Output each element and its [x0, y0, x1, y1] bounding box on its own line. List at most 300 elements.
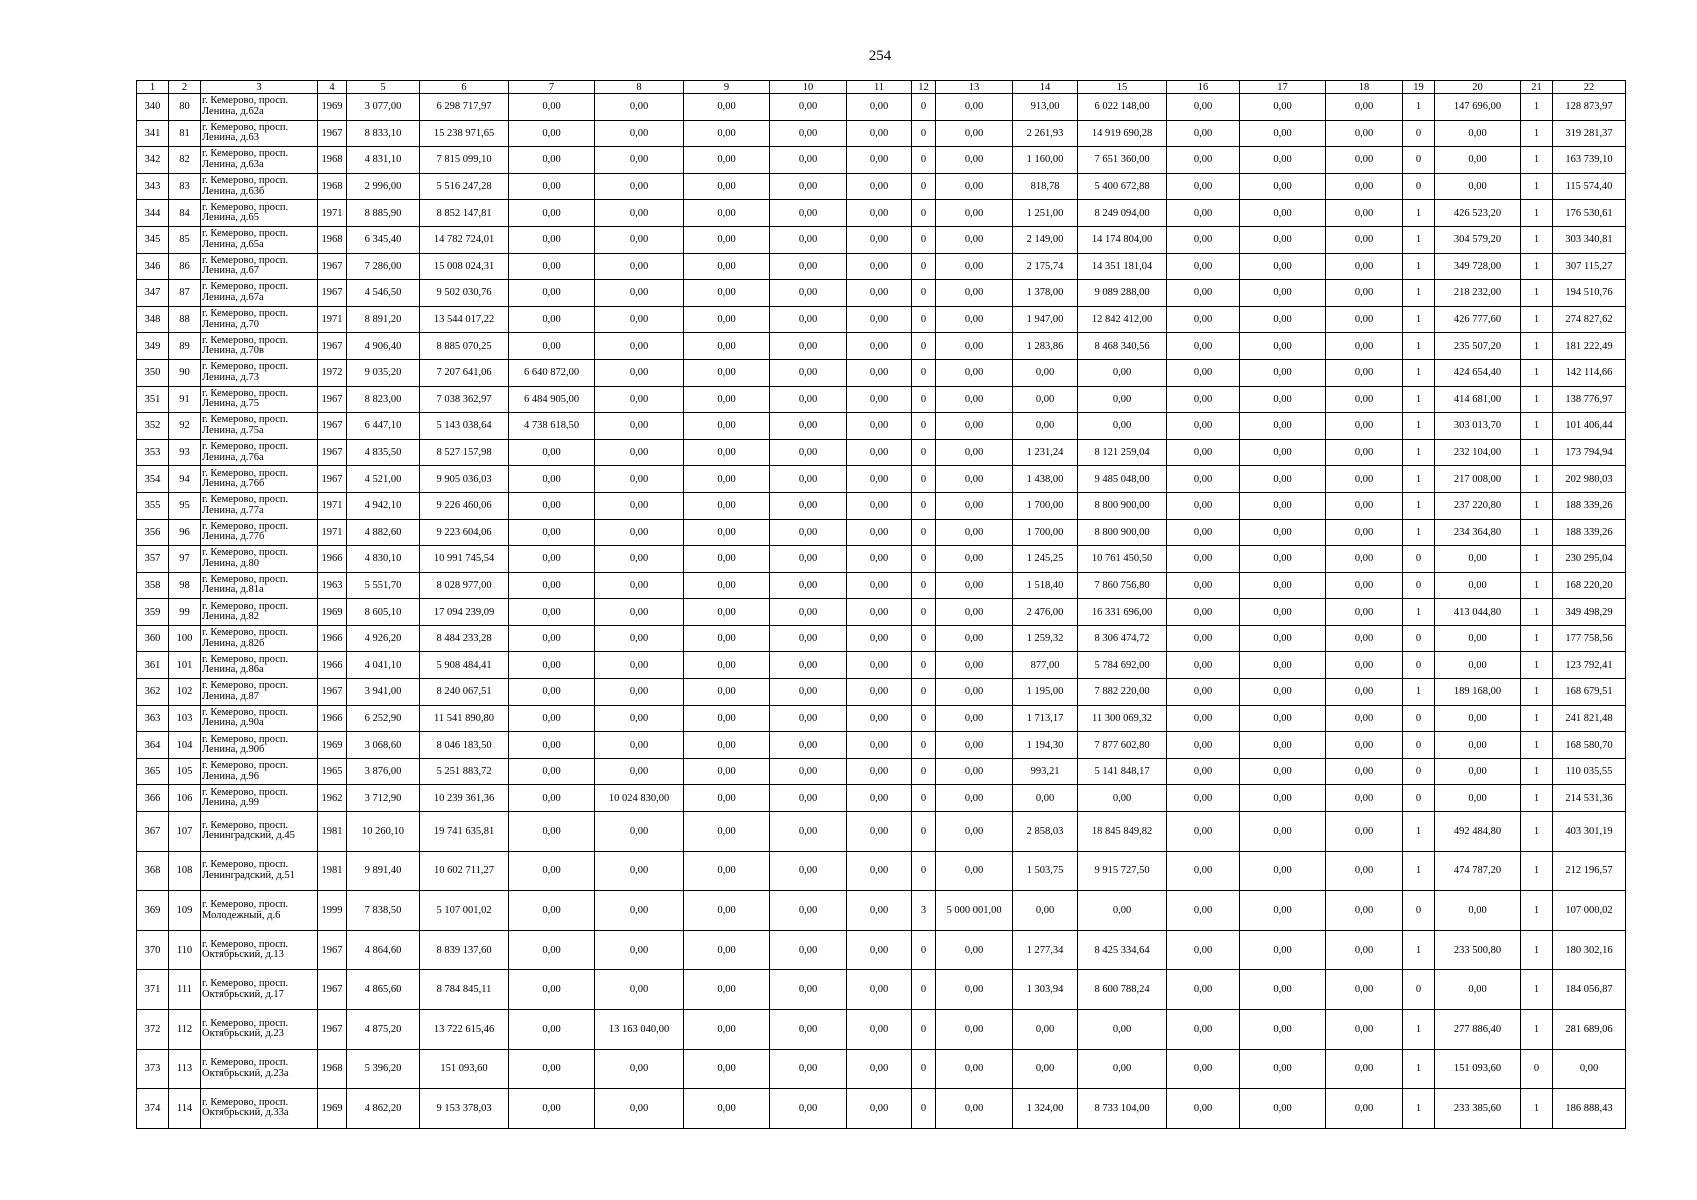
table-cell: 0,00: [1167, 930, 1240, 970]
column-header: 4: [318, 81, 347, 94]
table-cell: 0,00: [936, 200, 1013, 227]
table-cell: 1: [1403, 599, 1435, 626]
table-cell: 0: [912, 546, 936, 573]
table-cell: 0: [912, 306, 936, 333]
table-cell: 4 041,10: [347, 652, 420, 679]
table-cell: 1: [1521, 413, 1553, 440]
table-cell: 373: [137, 1049, 169, 1089]
table-cell: 138 776,97: [1553, 386, 1626, 413]
table-cell: 0,00: [1240, 120, 1326, 147]
table-cell: 0,00: [847, 1089, 912, 1129]
table-cell: 0,00: [509, 120, 595, 147]
column-header: 21: [1521, 81, 1553, 94]
table-cell: 7 838,50: [347, 891, 420, 931]
table-cell: 0,00: [847, 572, 912, 599]
table-cell: 0,00: [1013, 413, 1078, 440]
table-row: [137, 546, 1626, 573]
table-cell: 13 163 040,00: [595, 1010, 684, 1050]
table-cell: 0,00: [1326, 785, 1403, 812]
table-row: [137, 519, 1626, 546]
table-cell: 0,00: [1167, 359, 1240, 386]
table-cell: 0,00: [1326, 306, 1403, 333]
table-cell: 0,00: [684, 359, 770, 386]
table-cell: 0,00: [1326, 625, 1403, 652]
address-cell: г. Кемерово, просп. Ленина, д.65а: [201, 226, 318, 253]
table-cell: 1967: [318, 439, 347, 466]
table-cell: 0,00: [936, 173, 1013, 200]
table-cell: 0,00: [847, 226, 912, 253]
column-header: 17: [1240, 81, 1326, 94]
table-cell: 0: [1403, 572, 1435, 599]
table-cell: 0,00: [847, 253, 912, 280]
table-cell: 101 406,44: [1553, 413, 1626, 440]
table-cell: 1 195,00: [1013, 679, 1078, 706]
table-cell: 8 784 845,11: [420, 970, 509, 1010]
table-cell: 1: [1403, 519, 1435, 546]
table-cell: 1969: [318, 732, 347, 759]
table-cell: 0,00: [1326, 439, 1403, 466]
address-cell: г. Кемерово, просп. Ленина, д.86а: [201, 652, 318, 679]
table-cell: 0,00: [509, 652, 595, 679]
table-cell: 1 283,86: [1013, 333, 1078, 360]
table-cell: 0,00: [847, 359, 912, 386]
table-cell: 0,00: [595, 492, 684, 519]
address-cell: г. Кемерово, просп. Ленина, д.76а: [201, 439, 318, 466]
table-cell: 0,00: [847, 386, 912, 413]
table-cell: 0,00: [1167, 413, 1240, 440]
table-cell: 0,00: [770, 851, 847, 891]
table-cell: 0: [1403, 970, 1435, 1010]
table-cell: 4 865,60: [347, 970, 420, 1010]
table-cell: 0,00: [1435, 546, 1521, 573]
table-cell: 230 295,04: [1553, 546, 1626, 573]
header-row: [137, 81, 1626, 94]
table-cell: 0,00: [684, 280, 770, 307]
table-cell: 0,00: [1240, 851, 1326, 891]
address-cell: г. Кемерово, просп. Ленина, д.96: [201, 758, 318, 785]
column-header: 14: [1013, 81, 1078, 94]
table-row: [137, 1049, 1626, 1089]
table-cell: 2 175,74: [1013, 253, 1078, 280]
table-cell: 340: [137, 94, 169, 121]
table-cell: 0: [912, 785, 936, 812]
table-cell: 354: [137, 466, 169, 493]
table-cell: 0: [912, 1089, 936, 1129]
table-cell: 0,00: [509, 812, 595, 852]
table-cell: 3 077,00: [347, 94, 420, 121]
table-cell: 0,00: [509, 492, 595, 519]
table-cell: 83: [169, 173, 201, 200]
address-cell: г. Кемерово, просп. Октябрьский, д.23а: [201, 1049, 318, 1089]
table-cell: 0,00: [684, 466, 770, 493]
table-cell: 0: [912, 705, 936, 732]
table-cell: 0: [1403, 625, 1435, 652]
table-cell: 359: [137, 599, 169, 626]
table-cell: 0,00: [1013, 386, 1078, 413]
table-cell: 344: [137, 200, 169, 227]
table-cell: 0,00: [509, 970, 595, 1010]
table-cell: 0,00: [1435, 120, 1521, 147]
table-cell: 0,00: [936, 546, 1013, 573]
address-cell: г. Кемерово, просп. Ленина, д.76б: [201, 466, 318, 493]
table-cell: 0,00: [684, 970, 770, 1010]
table-cell: 232 104,00: [1435, 439, 1521, 466]
table-row: [137, 599, 1626, 626]
table-cell: 0,00: [1240, 306, 1326, 333]
table-cell: 0,00: [1240, 732, 1326, 759]
table-body: [137, 94, 1626, 1129]
table-cell: 0,00: [1167, 970, 1240, 1010]
table-row: [137, 732, 1626, 759]
table-cell: 0,00: [847, 120, 912, 147]
table-cell: 1: [1521, 625, 1553, 652]
table-cell: 0,00: [936, 679, 1013, 706]
table-cell: 87: [169, 280, 201, 307]
table-cell: 0,00: [770, 359, 847, 386]
column-header: 10: [770, 81, 847, 94]
table-cell: 1: [1521, 200, 1553, 227]
table-cell: 0,00: [770, 466, 847, 493]
table-cell: 0,00: [509, 306, 595, 333]
table-cell: 0,00: [1167, 333, 1240, 360]
table-cell: 11 300 069,32: [1078, 705, 1167, 732]
table-cell: 6 484 905,00: [509, 386, 595, 413]
table-cell: 303 013,70: [1435, 413, 1521, 440]
table-cell: 0,00: [936, 253, 1013, 280]
table-cell: 5 141 848,17: [1078, 758, 1167, 785]
table-cell: 0,00: [1013, 891, 1078, 931]
table-row: [137, 705, 1626, 732]
table-cell: 1967: [318, 970, 347, 1010]
table-row: [137, 94, 1626, 121]
table-cell: 189 168,00: [1435, 679, 1521, 706]
table-cell: 6 298 717,97: [420, 94, 509, 121]
table-row: [137, 492, 1626, 519]
table-cell: 151 093,60: [1435, 1049, 1521, 1089]
table-cell: 1972: [318, 359, 347, 386]
table-row: [137, 758, 1626, 785]
table-cell: 0,00: [595, 652, 684, 679]
table-cell: 0,00: [1326, 732, 1403, 759]
table-cell: 1: [1403, 439, 1435, 466]
address-cell: г. Кемерово, просп. Ленина, д.67а: [201, 280, 318, 307]
table-cell: 0,00: [936, 732, 1013, 759]
table-cell: 993,21: [1013, 758, 1078, 785]
table-cell: 214 531,36: [1553, 785, 1626, 812]
table-cell: 0,00: [509, 785, 595, 812]
table-cell: 5 396,20: [347, 1049, 420, 1089]
table-cell: 8 046 183,50: [420, 732, 509, 759]
table-cell: 1 231,24: [1013, 439, 1078, 466]
table-row: [137, 439, 1626, 466]
table-cell: 0,00: [847, 94, 912, 121]
table-cell: 0,00: [1326, 679, 1403, 706]
table-cell: 0,00: [770, 679, 847, 706]
table-cell: 1: [1403, 851, 1435, 891]
table-cell: 88: [169, 306, 201, 333]
table-cell: 0,00: [595, 599, 684, 626]
table-cell: 8 605,10: [347, 599, 420, 626]
table-cell: 1 251,00: [1013, 200, 1078, 227]
table-cell: 0,00: [770, 970, 847, 1010]
table-cell: 168 580,70: [1553, 732, 1626, 759]
table-cell: 0: [1403, 758, 1435, 785]
table-cell: 341: [137, 120, 169, 147]
table-cell: 0,00: [684, 812, 770, 852]
table-cell: 0,00: [684, 200, 770, 227]
table-cell: 0,00: [684, 173, 770, 200]
table-cell: 1: [1521, 173, 1553, 200]
table-cell: 0,00: [1240, 519, 1326, 546]
table-cell: 364: [137, 732, 169, 759]
table-cell: 0,00: [770, 758, 847, 785]
table-cell: 8 249 094,00: [1078, 200, 1167, 227]
table-cell: 0,00: [847, 306, 912, 333]
table-cell: 0: [912, 439, 936, 466]
table-cell: 0,00: [936, 625, 1013, 652]
address-cell: г. Кемерово, просп. Октябрьский, д.23: [201, 1010, 318, 1050]
table-cell: 0,00: [770, 333, 847, 360]
table-cell: 1971: [318, 306, 347, 333]
table-cell: 0,00: [1326, 652, 1403, 679]
address-cell: г. Кемерово, просп. Ленина, д.77а: [201, 492, 318, 519]
table-cell: 0,00: [936, 1049, 1013, 1089]
table-cell: 361: [137, 652, 169, 679]
table-cell: 1 378,00: [1013, 280, 1078, 307]
table-cell: 0,00: [1240, 930, 1326, 970]
table-cell: 0,00: [509, 930, 595, 970]
table-cell: 0,00: [1326, 492, 1403, 519]
table-cell: 0,00: [684, 120, 770, 147]
table-cell: 0,00: [1240, 705, 1326, 732]
table-cell: 403 301,19: [1553, 812, 1626, 852]
column-header: 6: [420, 81, 509, 94]
table-cell: 426 777,60: [1435, 306, 1521, 333]
table-cell: 8 885 070,25: [420, 333, 509, 360]
table-cell: 0,00: [509, 519, 595, 546]
table-cell: 0,00: [595, 413, 684, 440]
table-cell: 0,00: [1240, 466, 1326, 493]
table-cell: 0,00: [1240, 1010, 1326, 1050]
table-cell: 0,00: [1078, 1010, 1167, 1050]
table-cell: 0,00: [595, 359, 684, 386]
table-cell: 0,00: [1240, 599, 1326, 626]
table-cell: 374: [137, 1089, 169, 1129]
address-cell: г. Кемерово, просп. Ленина, д.63а: [201, 147, 318, 174]
table-cell: 9 035,20: [347, 359, 420, 386]
table-cell: 0,00: [1435, 970, 1521, 1010]
table-cell: 0,00: [1240, 253, 1326, 280]
table-cell: 0,00: [684, 519, 770, 546]
table-cell: 1: [1403, 280, 1435, 307]
table-cell: 0,00: [1435, 652, 1521, 679]
table-cell: 177 758,56: [1553, 625, 1626, 652]
column-header: 3: [201, 81, 318, 94]
table-cell: 0,00: [1240, 386, 1326, 413]
table-cell: 181 222,49: [1553, 333, 1626, 360]
table-cell: 0,00: [936, 306, 1013, 333]
table-cell: 9 226 460,06: [420, 492, 509, 519]
table-cell: 274 827,62: [1553, 306, 1626, 333]
table-cell: 0,00: [509, 758, 595, 785]
table-cell: 0,00: [770, 732, 847, 759]
table-cell: 5 107 001,02: [420, 891, 509, 931]
table-cell: 1: [1403, 306, 1435, 333]
table-cell: 94: [169, 466, 201, 493]
table-cell: 0,00: [936, 572, 1013, 599]
table-cell: 0,00: [770, 572, 847, 599]
table-cell: 10 991 745,54: [420, 546, 509, 573]
table-cell: 110 035,55: [1553, 758, 1626, 785]
table-cell: 0,00: [936, 120, 1013, 147]
table-cell: 0: [912, 625, 936, 652]
table-cell: 202 980,03: [1553, 466, 1626, 493]
table-cell: 80: [169, 94, 201, 121]
table-cell: 1: [1521, 94, 1553, 121]
table-cell: 360: [137, 625, 169, 652]
table-cell: 1967: [318, 679, 347, 706]
table-cell: 1981: [318, 812, 347, 852]
table-cell: 371: [137, 970, 169, 1010]
table-cell: 369: [137, 891, 169, 931]
address-cell: г. Кемерово, просп. Ленина, д.73: [201, 359, 318, 386]
table-cell: 1: [1403, 812, 1435, 852]
table-cell: 0,00: [936, 466, 1013, 493]
table-cell: 0,00: [1240, 812, 1326, 852]
table-cell: 9 891,40: [347, 851, 420, 891]
table-cell: 0,00: [595, 572, 684, 599]
table-cell: 362: [137, 679, 169, 706]
table-cell: 0: [1403, 785, 1435, 812]
table-cell: 7 207 641,06: [420, 359, 509, 386]
table-cell: 111: [169, 970, 201, 1010]
table-cell: 365: [137, 758, 169, 785]
table-cell: 1999: [318, 891, 347, 931]
table-cell: 1968: [318, 173, 347, 200]
table-cell: 0,00: [1435, 705, 1521, 732]
address-cell: г. Кемерово, просп. Ленина, д.82: [201, 599, 318, 626]
table-cell: 0,00: [1013, 1049, 1078, 1089]
table-row: [137, 280, 1626, 307]
table-cell: 0,00: [1240, 439, 1326, 466]
table-cell: 0,00: [1078, 359, 1167, 386]
address-cell: г. Кемерово, просп. Ленина, д.63б: [201, 173, 318, 200]
table-cell: 0,00: [936, 386, 1013, 413]
table-cell: 5 143 038,64: [420, 413, 509, 440]
table-cell: 89: [169, 333, 201, 360]
table-cell: 0,00: [847, 333, 912, 360]
column-header: 1: [137, 81, 169, 94]
table-cell: 0,00: [595, 812, 684, 852]
address-cell: г. Кемерово, просп. Ленина, д.75: [201, 386, 318, 413]
table-cell: 0,00: [936, 359, 1013, 386]
table-cell: 0,00: [1167, 492, 1240, 519]
table-cell: 0: [912, 492, 936, 519]
table-cell: 0,00: [1326, 599, 1403, 626]
table-cell: 0,00: [1326, 386, 1403, 413]
table-cell: 8 121 259,04: [1078, 439, 1167, 466]
table-cell: 0,00: [847, 492, 912, 519]
table-cell: 818,78: [1013, 173, 1078, 200]
table-cell: 492 484,80: [1435, 812, 1521, 852]
table-cell: 0,00: [1167, 851, 1240, 891]
table-cell: 0,00: [1435, 785, 1521, 812]
table-row: [137, 1010, 1626, 1050]
table-cell: 0,00: [770, 306, 847, 333]
table-cell: 0,00: [1167, 120, 1240, 147]
table-cell: 0,00: [595, 758, 684, 785]
table-row: [137, 970, 1626, 1010]
table-cell: 1: [1521, 758, 1553, 785]
table-cell: 0,00: [595, 147, 684, 174]
table-cell: 8 823,00: [347, 386, 420, 413]
table-cell: 0,00: [595, 546, 684, 573]
table-cell: 0,00: [1167, 280, 1240, 307]
table-cell: 8 527 157,98: [420, 439, 509, 466]
table-cell: 0,00: [1240, 891, 1326, 931]
table-cell: 1966: [318, 625, 347, 652]
table-cell: 1: [1521, 120, 1553, 147]
table-cell: 3 712,90: [347, 785, 420, 812]
table-cell: 0,00: [1326, 930, 1403, 970]
table-cell: 0: [912, 386, 936, 413]
table-cell: 1: [1521, 333, 1553, 360]
table-cell: 0: [912, 812, 936, 852]
table-cell: 5 908 484,41: [420, 652, 509, 679]
table-cell: 0,00: [595, 970, 684, 1010]
table-cell: 7 877 602,80: [1078, 732, 1167, 759]
address-cell: г. Кемерово, просп. Ленина, д.67: [201, 253, 318, 280]
table-cell: 0,00: [770, 147, 847, 174]
table-cell: 0,00: [847, 812, 912, 852]
table-cell: 1: [1403, 466, 1435, 493]
table-cell: 1967: [318, 413, 347, 440]
table-cell: 0,00: [1326, 891, 1403, 931]
table-cell: 9 089 288,00: [1078, 280, 1167, 307]
table-cell: 1: [1521, 679, 1553, 706]
table-cell: 0,00: [847, 652, 912, 679]
table-cell: 0,00: [1240, 785, 1326, 812]
table-cell: 0,00: [509, 147, 595, 174]
table-cell: 0,00: [770, 492, 847, 519]
table-cell: 0,00: [509, 705, 595, 732]
table-cell: 0,00: [770, 1049, 847, 1089]
table-cell: 358: [137, 572, 169, 599]
table-cell: 1966: [318, 546, 347, 573]
table-cell: 0,00: [1167, 705, 1240, 732]
table-cell: 1: [1403, 200, 1435, 227]
table-row: [137, 253, 1626, 280]
table-cell: 0,00: [770, 785, 847, 812]
table-cell: 0,00: [684, 306, 770, 333]
table-cell: 9 223 604,06: [420, 519, 509, 546]
table-cell: 19 741 635,81: [420, 812, 509, 852]
table-cell: 5 000 001,00: [936, 891, 1013, 931]
table-cell: 95: [169, 492, 201, 519]
table-cell: 0: [912, 970, 936, 1010]
table-cell: 0: [912, 466, 936, 493]
table-cell: 0,00: [595, 930, 684, 970]
table-cell: 3: [912, 891, 936, 931]
table-cell: 0,00: [509, 226, 595, 253]
table-cell: 1 324,00: [1013, 1089, 1078, 1129]
address-cell: г. Кемерово, просп. Ленина, д.99: [201, 785, 318, 812]
table-cell: 15 238 971,65: [420, 120, 509, 147]
table-cell: 0,00: [770, 280, 847, 307]
table-cell: 4 906,40: [347, 333, 420, 360]
table-cell: 7 038 362,97: [420, 386, 509, 413]
table-cell: 8 240 067,51: [420, 679, 509, 706]
